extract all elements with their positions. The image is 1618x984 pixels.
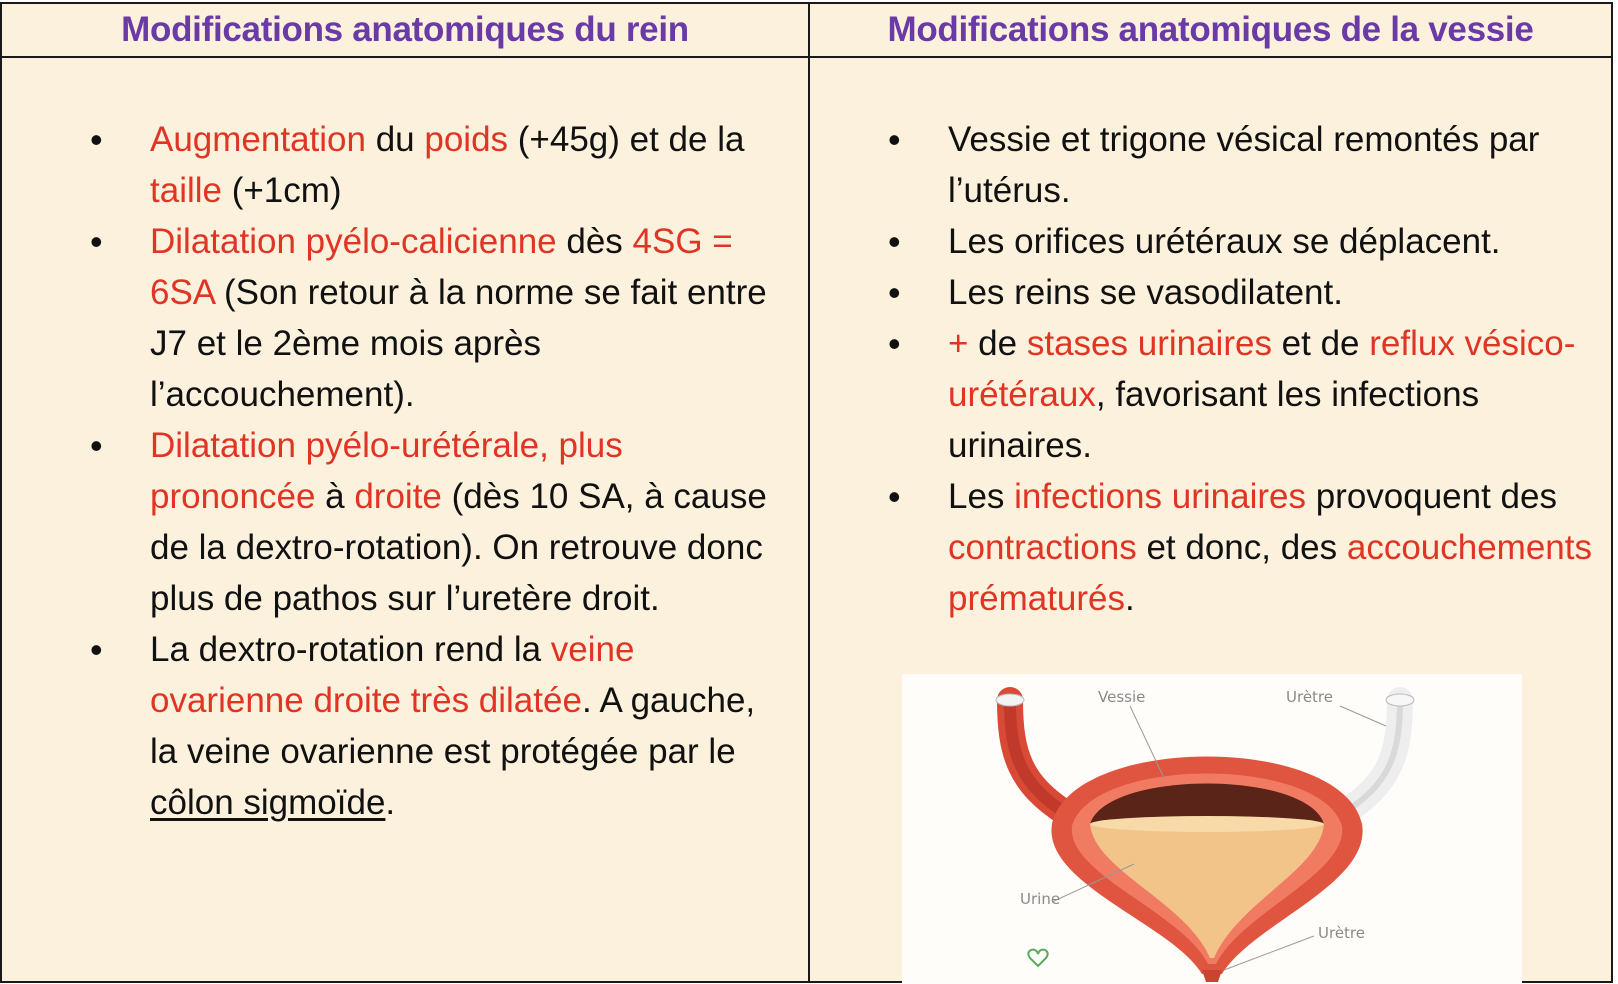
header-row [1,3,1612,57]
bullet-icon: • [90,629,103,670]
highlighted-text: droite [354,477,442,516]
bullet-icon: • [888,221,901,262]
bladder-changes-cell [809,57,1612,982]
highlighted-text: veine ovarienne droite très dilatée [150,630,635,720]
text-segment: La dextro-rotation rend la [150,630,551,669]
list-item [90,216,790,420]
text-segment: Les reins se vasodilatent. [948,273,1343,312]
highlighted-text: contractions [948,528,1137,567]
text-segment: , favorisant les infections urinaires. [948,375,1480,465]
left-column-title: Modifications anatomiques du rein [1,3,809,57]
kidney-changes-list [90,114,790,828]
highlighted-text: stases urinaires [1026,324,1272,363]
text-segment: à [315,477,355,516]
urine-surface [1090,816,1324,832]
list-item [888,114,1608,216]
vessie-label: Vessie [1098,688,1146,706]
bladder-changes-list [888,114,1608,624]
logo-mark [1028,950,1047,966]
highlighted-text: infections urinaires [1014,477,1306,516]
text-segment: de [968,324,1027,363]
bullet-icon: • [888,272,901,313]
right-column-title: Modifications anatomiques de la vessie [809,3,1612,57]
highlighted-text: accouchements prématurés [948,528,1592,618]
highlighted-text: 4SG = 6SA [150,222,733,312]
text-segment: . [1125,579,1135,618]
text-segment: Les orifices urétéraux se déplacent. [948,222,1501,261]
comparison-table [0,2,1613,983]
right-ureter-opening [1386,694,1414,706]
list-item [888,471,1608,624]
urine-label: Urine [1020,890,1061,908]
text-segment: et de [1271,324,1370,363]
bullet-icon: • [90,119,103,160]
list-item [888,216,1608,267]
bullet-icon: • [888,119,901,160]
text-segment: provoquent des [1305,477,1557,516]
left-ureter-opening [996,694,1024,706]
highlighted-text: reflux vésico-urétéraux [948,324,1576,414]
bullet-icon: • [888,323,901,364]
text-segment: Les [948,477,1015,516]
bullet-icon: • [90,221,103,262]
text-segment: et donc, des [1136,528,1347,567]
kidney-changes-cell [1,57,809,982]
bladder-illustration [902,674,1522,984]
uretre-bottom-label: Urètre [1318,924,1365,942]
highlighted-text: Augmentation [150,120,366,159]
text-segment: (dès 10 SA, à cause de la dextro-rotation). On retrouve donc plus de pathos sur l’uretère droit. [150,477,767,618]
bladder-diagram [902,674,1522,984]
bullet-icon: • [90,425,103,466]
content-row [1,57,1612,982]
text-segment: du [365,120,425,159]
text-segment: côlon sigmoïde [150,783,386,822]
highlighted-text: Dilatation pyélo-urétérale, plus prononcée [150,426,623,516]
text-segment: . [385,783,396,822]
highlighted-text: Dilatation pyélo-calicienne [150,222,557,261]
list-item [888,318,1608,471]
text-segment: . A gauche, la veine ovarienne est protégée par le [150,681,756,771]
list-item [90,624,790,828]
highlighted-text: taille [150,171,222,210]
urethra-outlet [1202,970,1222,982]
text-segment: (+1cm) [221,171,342,210]
text-segment: (Son retour à la norme se fait entre J7 et le 2ème mois après l’accouchement). [150,273,767,414]
highlighted-text: poids [424,120,509,159]
list-item [90,420,790,624]
highlighted-text: + [948,324,969,363]
list-item [90,114,790,216]
text-segment: Vessie et trigone vésical remontés par l’utérus. [948,120,1540,210]
text-segment: (+45g) et de la [508,120,745,159]
list-item [888,267,1608,318]
bullet-icon: • [888,476,901,517]
text-segment: dès [556,222,633,261]
uretre-top-leader-line [1340,706,1386,726]
uretre-top-label: Urètre [1286,688,1333,706]
